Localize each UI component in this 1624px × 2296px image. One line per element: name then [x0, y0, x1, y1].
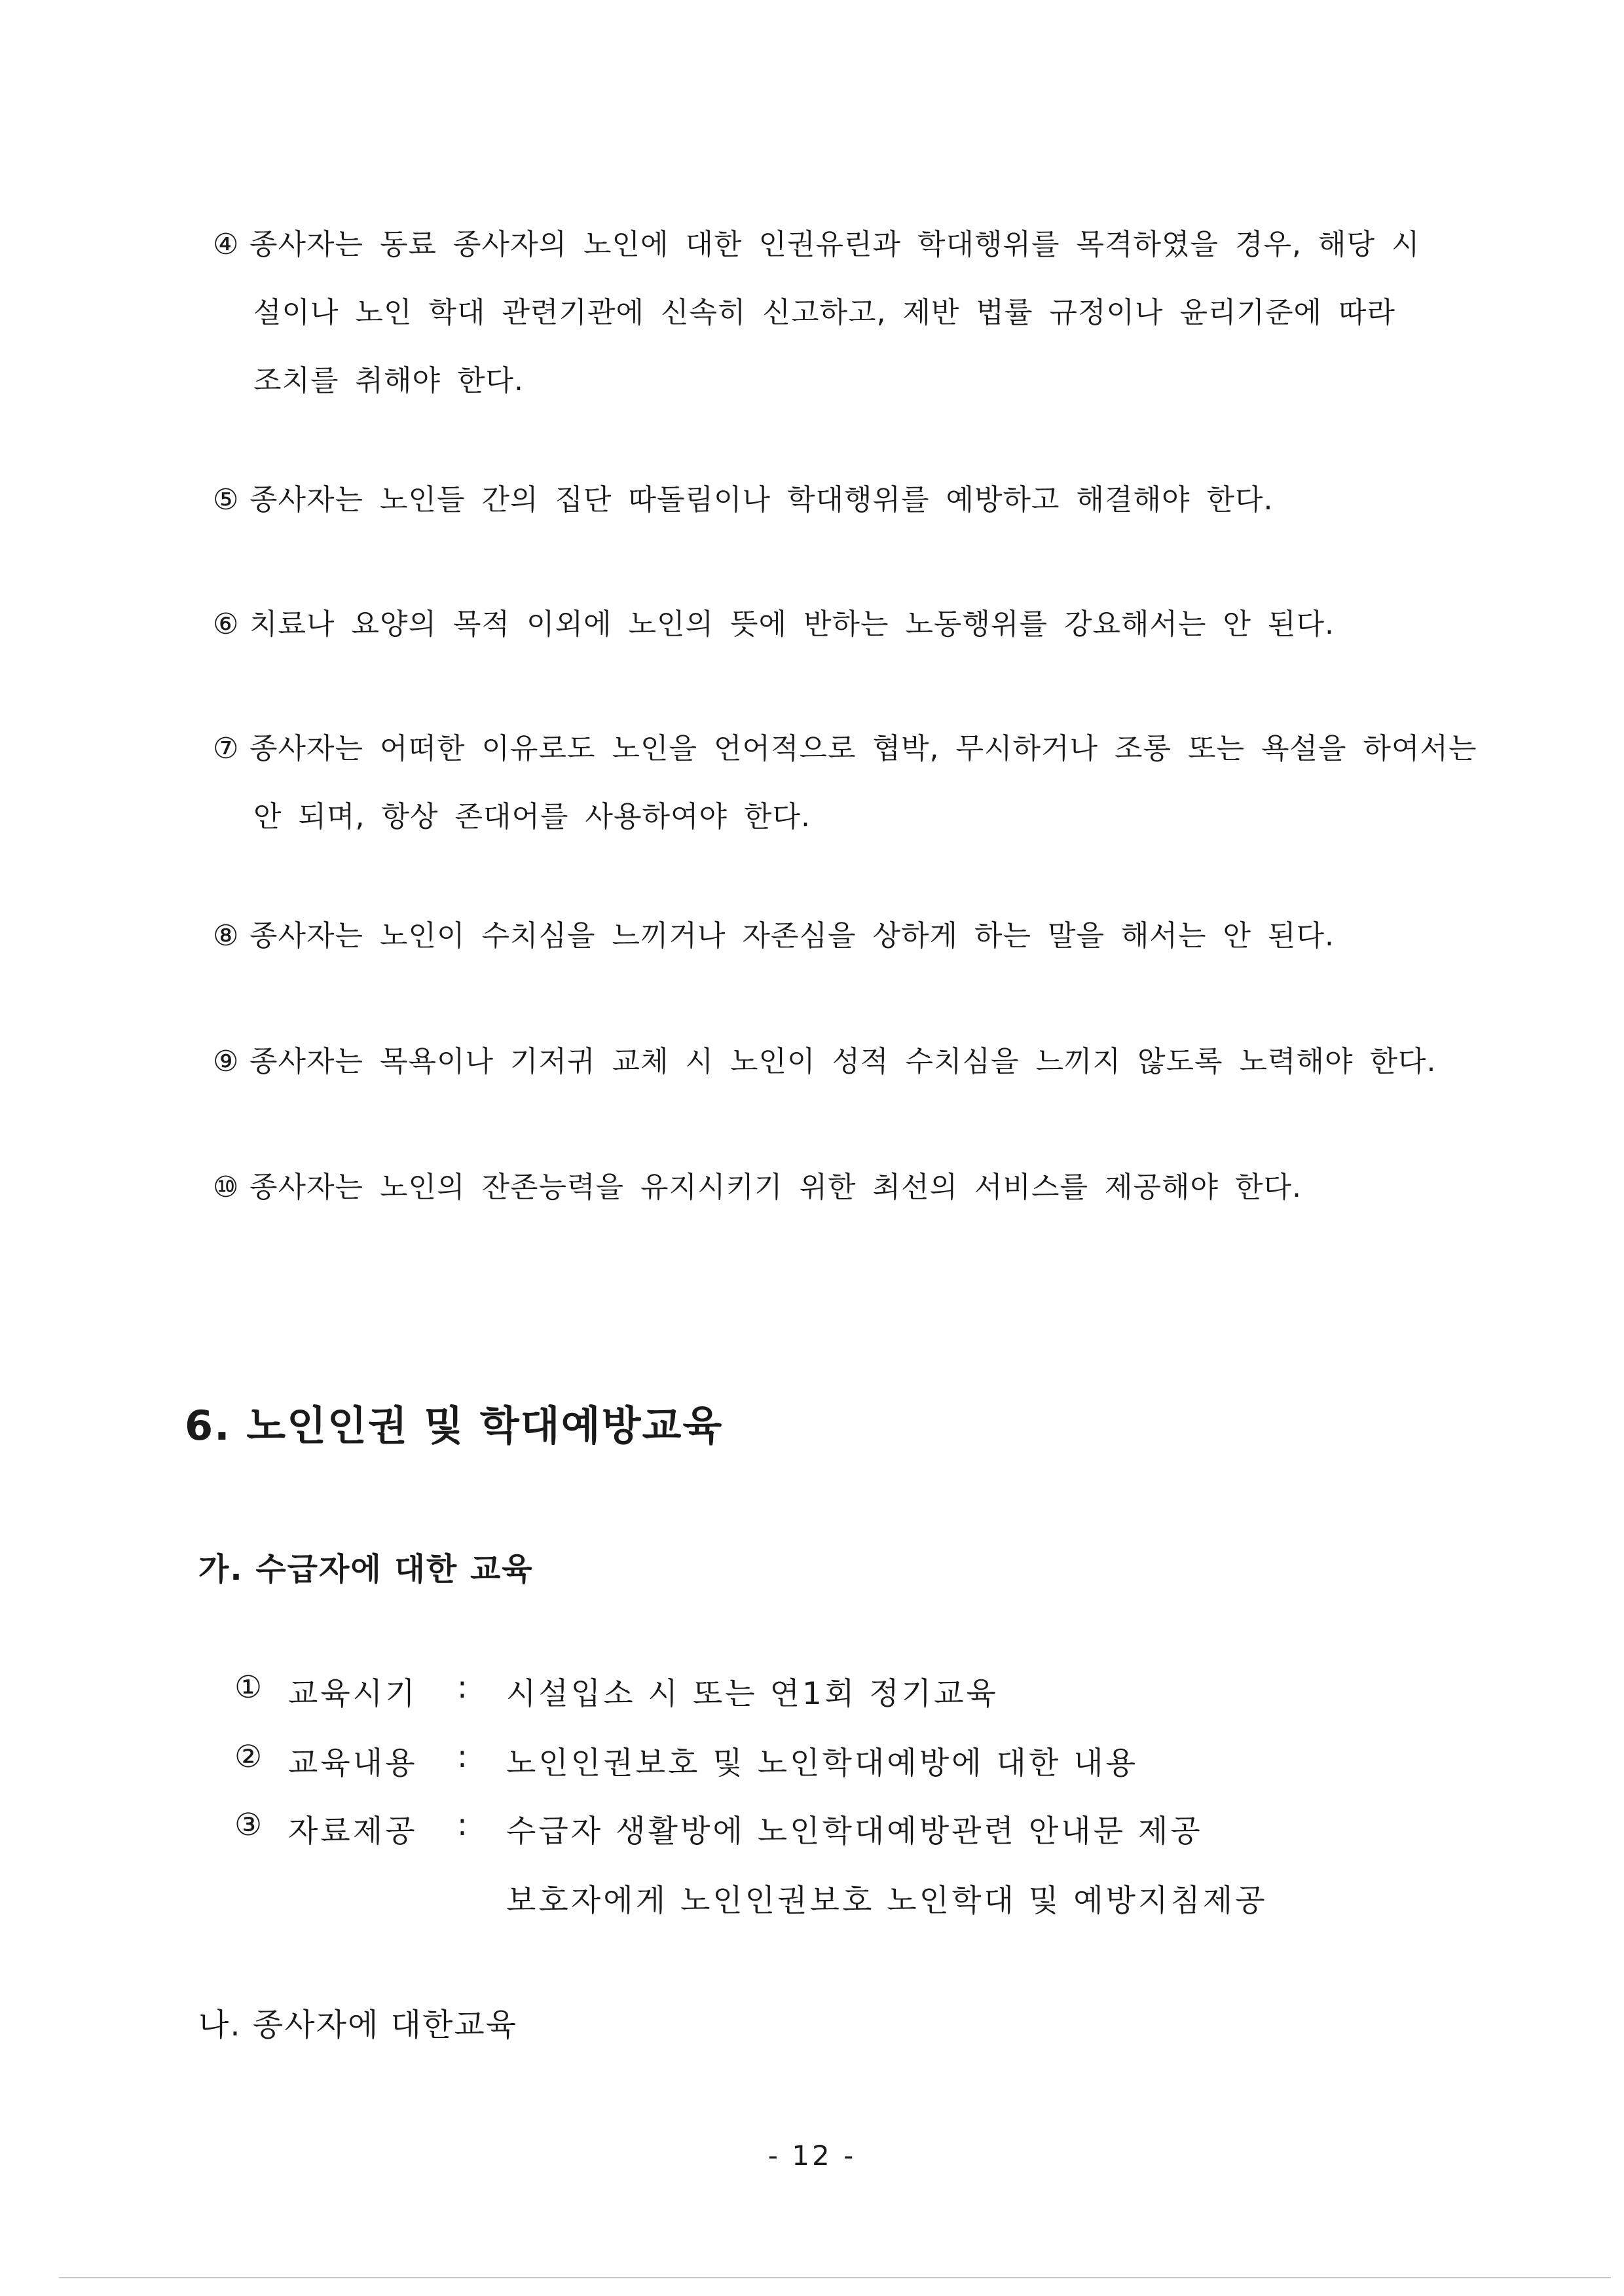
rule-text: 종사자는 노인의 잔존능력을 유지시키기 위한 최선의 서비스를 제공해야 한다.: [249, 1171, 1302, 1204]
rule-marker: ④: [213, 228, 240, 261]
rule-line: [213, 715, 1477, 783]
row-label: 교육시기: [288, 1676, 418, 1712]
rule-item-4: [213, 211, 1457, 415]
rule-line: [213, 211, 1457, 279]
row-marker: ③: [234, 1807, 265, 1843]
rule-line: 조치를 취해야 한다.: [253, 364, 524, 397]
rule-item-6: [213, 591, 1457, 659]
rule-marker: ⑨: [213, 1045, 240, 1078]
row-marker: ①: [234, 1669, 265, 1705]
rule-item-10: [213, 1154, 1457, 1222]
rule-line: 설이나 노인 학대 관련기관에 신속히 신고하고, 제반 법률 규정이나 윤리기준에 따라: [253, 296, 1395, 329]
rule-item-8: [213, 902, 1457, 970]
rule-item-5: [213, 466, 1457, 534]
rule-text: 치료나 요양의 목적 이외에 노인의 뜻에 반하는 노동행위를 강요해서는 안 된다.: [249, 608, 1335, 641]
rule-text: 종사자는 목욕이나 기저귀 교체 시 노인이 성적 수치심을 느끼지 않도록 노력해야 한다.: [249, 1045, 1437, 1078]
row-value: 노인인권보호 및 노인학대예방에 대한 내용: [506, 1745, 1138, 1781]
rule-item-7: [213, 715, 1477, 851]
rule-marker: ⑥: [213, 608, 240, 641]
rule-text: 종사자는 어떠한 이유로도 노인을 언어적으로 협박, 무시하거나 조롱 또는 욕설을 하여서는: [249, 732, 1477, 765]
education-row-continuation: 보호자에게 노인인권보호 노인학대 및 예방지침제공: [506, 1883, 1268, 1919]
rule-line: [213, 902, 1457, 970]
row-colon: :: [457, 1807, 470, 1843]
rule-marker: ⑦: [213, 732, 240, 765]
row-value: 시설입소 시 또는 연1회 정기교육: [506, 1676, 999, 1712]
subsection-heading-a: 가. 수급자에 대한 교육: [198, 1551, 534, 1588]
bottom-rule: [59, 2277, 1611, 2278]
rule-line: [213, 1028, 1457, 1096]
rule-marker: ⑩: [213, 1171, 240, 1204]
row-label: 교육내용: [288, 1745, 418, 1781]
rule-text: 종사자는 노인들 간의 집단 따돌림이나 학대행위를 예방하고 해결해야 한다.: [249, 483, 1274, 517]
subsection-heading-b: 나. 종사자에 대한교육: [198, 2007, 518, 2043]
rule-line: [213, 1154, 1457, 1222]
row-colon: :: [457, 1669, 470, 1705]
section-title: 6. 노인인권 및 학대예방교육: [185, 1402, 724, 1449]
rule-text: 종사자는 노인이 수치심을 느끼거나 자존심을 상하게 하는 말을 해서는 안 된다.: [249, 919, 1335, 953]
row-colon: :: [457, 1739, 470, 1775]
rule-line: [213, 591, 1457, 659]
rule-item-9: [213, 1028, 1457, 1096]
page-number: - 12 -: [767, 2140, 857, 2172]
rule-marker: ⑤: [213, 483, 240, 517]
rule-marker: ⑧: [213, 919, 240, 953]
row-marker: ②: [234, 1739, 265, 1775]
rule-text: 종사자는 동료 종사자의 노인에 대한 인권유린과 학대행위를 목격하였을 경우, 해당 시: [249, 228, 1420, 261]
rule-line: [213, 466, 1457, 534]
rule-line: 안 되며, 항상 존대어를 사용하여야 한다.: [253, 800, 811, 833]
row-value: 수급자 생활방에 노인학대예방관련 안내문 제공: [506, 1813, 1203, 1850]
row-label: 자료제공: [288, 1813, 418, 1850]
